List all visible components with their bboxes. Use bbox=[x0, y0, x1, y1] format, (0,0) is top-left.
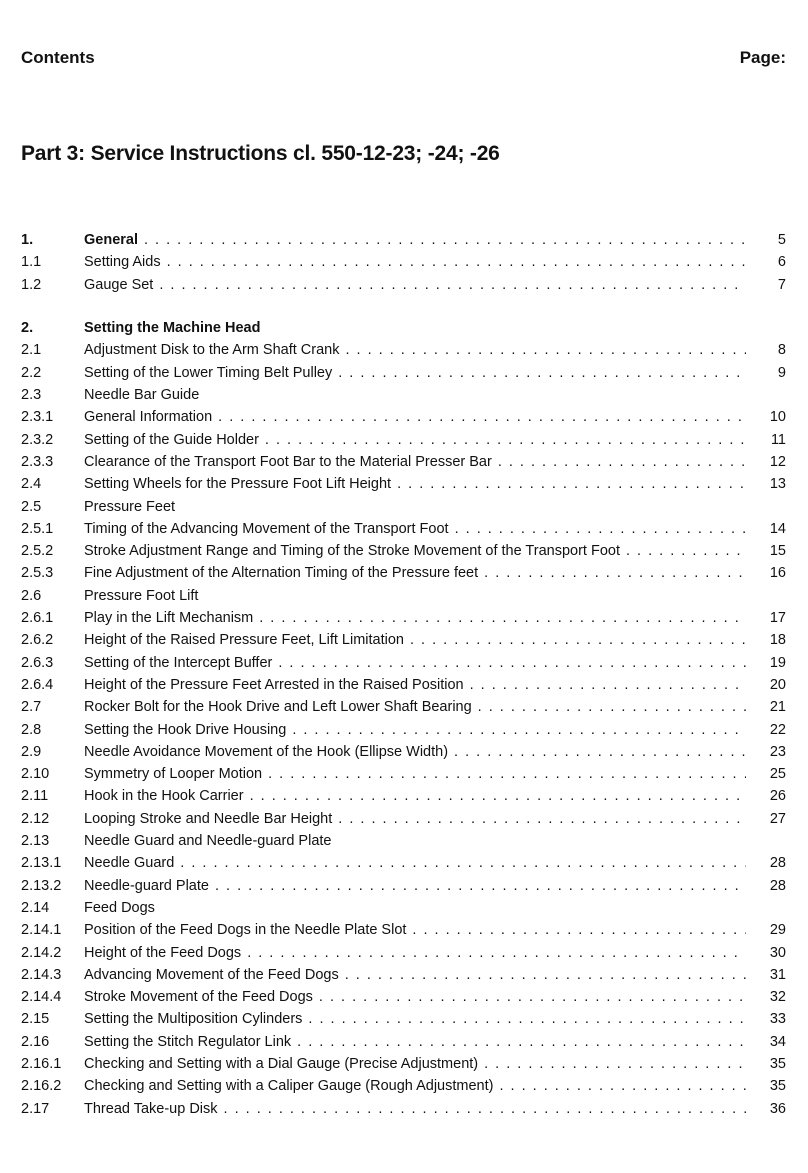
toc-entry-title: General Information bbox=[84, 409, 213, 426]
toc-entry[interactable] bbox=[21, 1031, 786, 1053]
toc-entry-page: 21 bbox=[769, 699, 786, 716]
toc-entry[interactable] bbox=[21, 674, 786, 696]
toc-entry-page: 17 bbox=[769, 610, 786, 627]
toc-entry-number: 2.3 bbox=[21, 387, 42, 404]
toc-entry-title: Rocker Bolt for the Hook Drive and Left Lower Shaft Bearing bbox=[84, 699, 472, 716]
toc-entry-page: 7 bbox=[777, 276, 786, 293]
toc-entry-title: Height of the Feed Dogs bbox=[84, 944, 242, 961]
toc-entry-number: 2.11 bbox=[21, 788, 49, 805]
toc-entry-number: 2.14.4 bbox=[21, 989, 62, 1006]
toc-entry-number: 2.16.1 bbox=[21, 1055, 62, 1072]
toc-entry-title-leader bbox=[84, 496, 746, 518]
toc-entry[interactable] bbox=[21, 875, 786, 897]
toc-entry-title-leader bbox=[84, 1075, 746, 1097]
toc-entry-title: Checking and Setting with a Dial Gauge (Precise Adjustment) bbox=[84, 1055, 479, 1072]
toc-entry-title: Needle-guard Plate bbox=[84, 877, 209, 894]
toc-entry-title: Fine Adjustment of the Alternation Timing of the Pressure feet bbox=[84, 565, 479, 582]
toc-entry-title-leader bbox=[84, 518, 746, 540]
toc-entry[interactable] bbox=[21, 607, 786, 629]
toc-entry[interactable] bbox=[21, 251, 786, 273]
toc-entry-title-leader bbox=[84, 362, 746, 384]
toc-entry[interactable] bbox=[21, 897, 786, 919]
toc-entry-title-leader bbox=[84, 964, 746, 986]
toc-entry-number: 2.15 bbox=[21, 1011, 50, 1028]
toc-entry-number: 2.3.3 bbox=[21, 453, 54, 470]
toc-entry-number: 2.6.3 bbox=[21, 654, 54, 671]
toc-entry-page: 29 bbox=[769, 922, 786, 939]
toc-entry-title-leader bbox=[84, 562, 746, 584]
toc-entry-page: 8 bbox=[777, 342, 786, 359]
toc-entry[interactable] bbox=[21, 1098, 786, 1120]
toc-entry-title: Stroke Adjustment Range and Timing of the Stroke Movement of the Transport Foot bbox=[84, 543, 620, 560]
toc-entry[interactable] bbox=[21, 229, 786, 251]
contents-heading: Contents bbox=[21, 48, 95, 67]
toc-entry-page: 6 bbox=[777, 254, 786, 271]
toc-entry-page: 14 bbox=[769, 520, 786, 537]
toc-entry-number: 2.4 bbox=[21, 476, 42, 493]
toc-entry-title: Setting of the Guide Holder bbox=[84, 431, 259, 448]
toc-entry-title-leader bbox=[84, 274, 746, 296]
toc-entry-number: 2.3.2 bbox=[21, 431, 54, 448]
toc-entry[interactable] bbox=[21, 830, 786, 852]
toc-entry-number: 2.14.3 bbox=[21, 966, 62, 983]
toc-entry-title: Needle Bar Guide bbox=[84, 387, 200, 404]
toc-entry-number: 2.3.1 bbox=[21, 409, 54, 426]
toc-entry-number: 2.13.1 bbox=[21, 855, 62, 872]
toc-entry-title-leader bbox=[84, 406, 746, 428]
toc-entry-page: 34 bbox=[769, 1033, 786, 1050]
toc-entry-number: 2.13 bbox=[21, 833, 50, 850]
toc-entry-page: 11 bbox=[770, 431, 786, 448]
toc-entry-number: 2.12 bbox=[21, 810, 50, 827]
toc-entry[interactable] bbox=[21, 451, 786, 473]
toc-entry-number: 1. bbox=[21, 232, 34, 248]
toc-entry-title-leader bbox=[84, 629, 746, 651]
toc-entry-title: Setting the Machine Head bbox=[84, 320, 261, 337]
toc-entry[interactable] bbox=[21, 652, 786, 674]
toc-entry[interactable] bbox=[21, 741, 786, 763]
toc-entry-title: Thread Take-up Disk bbox=[84, 1100, 218, 1117]
toc-entry[interactable] bbox=[21, 496, 786, 518]
toc-entry-title: Setting Wheels for the Pressure Foot Lift Height bbox=[84, 476, 392, 493]
toc-entry-page: 19 bbox=[769, 654, 786, 671]
toc-entry-page: 25 bbox=[769, 766, 786, 783]
toc-entry-title-leader bbox=[84, 451, 746, 473]
toc-entry-number: 2.6.2 bbox=[21, 632, 54, 649]
toc-entry-title-leader bbox=[84, 942, 746, 964]
toc-entry[interactable] bbox=[21, 1008, 786, 1030]
toc-entry-title: Pressure Foot Lift bbox=[84, 587, 199, 604]
toc-entry-title: Timing of the Advancing Movement of the Transport Foot bbox=[84, 520, 449, 537]
toc-entry[interactable] bbox=[21, 852, 786, 874]
toc-entry-number: 2.1 bbox=[21, 342, 42, 359]
toc-entry-page: 5 bbox=[777, 232, 786, 248]
toc-entry-number: 2.5.1 bbox=[21, 520, 54, 537]
toc-entry[interactable] bbox=[21, 808, 786, 830]
toc-entry-number: 2.16.2 bbox=[21, 1078, 62, 1095]
toc-entry-page: 13 bbox=[769, 476, 786, 493]
toc-entry-title-leader bbox=[84, 384, 746, 406]
toc-entry-number: 2.10 bbox=[21, 766, 50, 783]
toc-entry-title: Needle Avoidance Movement of the Hook (Ellipse Width) bbox=[84, 743, 449, 760]
toc-entry-title-leader bbox=[84, 585, 746, 607]
toc-entry-title-leader bbox=[84, 429, 746, 451]
toc-entry-page: 32 bbox=[769, 989, 786, 1006]
page-header bbox=[21, 48, 786, 68]
toc-entry-title-leader bbox=[84, 652, 746, 674]
toc-entry-title-leader bbox=[84, 986, 746, 1008]
part-title: Part 3: Service Instructions cl. 550-12-23; -24; -26 bbox=[21, 142, 500, 165]
toc-entry-title: Height of the Raised Pressure Feet, Lift Limitation bbox=[84, 632, 404, 649]
toc-entry-title: Setting of the Intercept Buffer bbox=[84, 654, 273, 671]
toc-entry-page: 31 bbox=[769, 966, 786, 983]
toc-entry-page: 22 bbox=[769, 721, 786, 738]
toc-entry-page: 28 bbox=[769, 877, 786, 894]
toc-entry-number: 2.5.2 bbox=[21, 543, 54, 560]
toc-entry-title-leader bbox=[84, 785, 746, 807]
toc-entry-number: 2.6 bbox=[21, 587, 42, 604]
table-of-contents bbox=[21, 229, 786, 1120]
toc-entry-title-leader bbox=[84, 763, 746, 785]
toc-entry-title: Play in the Lift Mechanism bbox=[84, 610, 254, 627]
toc-entry-title-leader bbox=[84, 607, 746, 629]
toc-entry-title: Position of the Feed Dogs in the Needle Plate Slot bbox=[84, 922, 407, 939]
toc-entry-number: 2.17 bbox=[21, 1100, 50, 1117]
toc-entry-page: 20 bbox=[769, 676, 786, 693]
toc-entry-number: 2.16 bbox=[21, 1033, 50, 1050]
toc-entry-title-leader bbox=[84, 741, 746, 763]
toc-entry-page: 15 bbox=[769, 543, 786, 560]
toc-entry-number: 1.1 bbox=[21, 254, 42, 271]
toc-entry-page: 9 bbox=[777, 364, 786, 381]
toc-entry-title-leader bbox=[84, 674, 746, 696]
toc-entry-number: 2.14 bbox=[21, 899, 50, 916]
toc-entry-number: 2.9 bbox=[21, 743, 42, 760]
toc-entry-title: Checking and Setting with a Caliper Gauge (Rough Adjustment) bbox=[84, 1078, 494, 1095]
toc-entry-title: Setting Aids bbox=[84, 254, 161, 271]
toc-entry-title: Pressure Feet bbox=[84, 498, 176, 515]
toc-entry-title: Setting the Hook Drive Housing bbox=[84, 721, 287, 738]
toc-entry[interactable] bbox=[21, 585, 786, 607]
toc-entry-title: Feed Dogs bbox=[84, 899, 155, 916]
toc-entry-title: Setting the Stitch Regulator Link bbox=[84, 1033, 292, 1050]
toc-entry[interactable] bbox=[21, 518, 786, 540]
toc-entry-title: Needle Guard and Needle-guard Plate bbox=[84, 833, 332, 850]
toc-entry-title-leader bbox=[84, 339, 746, 361]
toc-entry-page: 28 bbox=[769, 855, 786, 872]
toc-entry[interactable] bbox=[21, 406, 786, 428]
toc-entry[interactable] bbox=[21, 1075, 786, 1097]
toc-entry-title-leader bbox=[84, 719, 746, 741]
page-column-heading: Page: bbox=[739, 48, 786, 67]
toc-entry[interactable] bbox=[21, 629, 786, 651]
toc-entry-page: 23 bbox=[769, 743, 786, 760]
toc-entry-title-leader bbox=[84, 1008, 746, 1030]
toc-entry[interactable] bbox=[21, 562, 786, 584]
toc-entry-title: Stroke Movement of the Feed Dogs bbox=[84, 989, 313, 1006]
toc-entry[interactable] bbox=[21, 429, 786, 451]
toc-entry[interactable] bbox=[21, 919, 786, 941]
toc-entry-title: Clearance of the Transport Foot Bar to the Material Presser Bar bbox=[84, 453, 492, 470]
toc-entry-number: 2.5.3 bbox=[21, 565, 54, 582]
toc-entry-number: 2.5 bbox=[21, 498, 42, 515]
toc-entry-title-leader bbox=[84, 229, 746, 251]
toc-entry-title-leader bbox=[84, 1098, 746, 1120]
toc-entry-title-leader bbox=[84, 540, 746, 562]
toc-entry-page: 27 bbox=[769, 810, 786, 827]
toc-entry-title-leader bbox=[84, 1053, 746, 1075]
toc-entry[interactable] bbox=[21, 942, 786, 964]
toc-entry[interactable] bbox=[21, 339, 786, 361]
toc-entry-number: 2.14.1 bbox=[21, 922, 62, 939]
toc-entry-title: Symmetry of Looper Motion bbox=[84, 766, 263, 783]
toc-entry[interactable] bbox=[21, 274, 786, 296]
toc-entry-title-leader bbox=[84, 852, 746, 874]
toc-entry-title: Setting the Multiposition Cylinders bbox=[84, 1011, 303, 1028]
toc-entry-number: 2.7 bbox=[21, 699, 42, 716]
toc-entry-title-leader bbox=[84, 897, 746, 919]
toc-entry-page: 30 bbox=[769, 944, 786, 961]
toc-entry[interactable] bbox=[21, 473, 786, 495]
toc-entry[interactable] bbox=[21, 696, 786, 718]
toc-entry-number: 2.2 bbox=[21, 364, 42, 381]
toc-entry-page: 16 bbox=[769, 565, 786, 582]
toc-entry[interactable] bbox=[21, 785, 786, 807]
toc-entry-number: 2.13.2 bbox=[21, 877, 62, 894]
toc-entry-page: 12 bbox=[769, 453, 786, 470]
toc-entry-number: 2.6.1 bbox=[21, 610, 54, 627]
toc-entry-title: Hook in the Hook Carrier bbox=[84, 788, 244, 805]
toc-entry-title: Setting of the Lower Timing Belt Pulley bbox=[84, 364, 333, 381]
toc-entry-page: 35 bbox=[769, 1078, 786, 1095]
toc-entry-title-leader bbox=[84, 251, 746, 273]
toc-entry[interactable] bbox=[21, 317, 786, 339]
toc-entry-title-leader bbox=[84, 1031, 746, 1053]
toc-entry-title: Looping Stroke and Needle Bar Height bbox=[84, 810, 333, 827]
toc-entry-page: 35 bbox=[769, 1055, 786, 1072]
toc-entry-title-leader bbox=[84, 808, 746, 830]
toc-entry-title: Advancing Movement of the Feed Dogs bbox=[84, 966, 339, 983]
toc-entry[interactable] bbox=[21, 362, 786, 384]
toc-entry[interactable] bbox=[21, 986, 786, 1008]
toc-entry[interactable] bbox=[21, 384, 786, 406]
toc-entry-number: 2.6.4 bbox=[21, 676, 54, 693]
toc-entry-title: Height of the Pressure Feet Arrested in the Raised Position bbox=[84, 676, 464, 693]
toc-entry[interactable] bbox=[21, 763, 786, 785]
toc-entry-title: General bbox=[84, 232, 138, 248]
toc-entry-number: 1.2 bbox=[21, 276, 42, 293]
toc-entry[interactable] bbox=[21, 964, 786, 986]
toc-entry-page: 36 bbox=[769, 1100, 786, 1117]
toc-entry-title-leader bbox=[84, 317, 746, 339]
toc-entry-page: 26 bbox=[769, 788, 786, 805]
toc-entry-number: 2.14.2 bbox=[21, 944, 62, 961]
toc-entry-title: Adjustment Disk to the Arm Shaft Crank bbox=[84, 342, 340, 359]
toc-entry[interactable] bbox=[21, 1053, 786, 1075]
toc-entry-title-leader bbox=[84, 875, 746, 897]
toc-entry-page: 33 bbox=[769, 1011, 786, 1028]
toc-entry-title: Needle Guard bbox=[84, 855, 175, 872]
toc-entry-page: 10 bbox=[769, 409, 786, 426]
toc-entry[interactable] bbox=[21, 719, 786, 741]
toc-entry-page: 18 bbox=[769, 632, 786, 649]
toc-entry-title: Gauge Set bbox=[84, 276, 154, 293]
toc-entry-number: 2. bbox=[21, 320, 34, 337]
toc-entry-title-leader bbox=[84, 473, 746, 495]
toc-entry-number: 2.8 bbox=[21, 721, 42, 738]
toc-entry-title-leader bbox=[84, 919, 746, 941]
toc-entry-title-leader bbox=[84, 830, 746, 852]
toc-entry-title-leader bbox=[84, 696, 746, 718]
toc-entry[interactable] bbox=[21, 540, 786, 562]
